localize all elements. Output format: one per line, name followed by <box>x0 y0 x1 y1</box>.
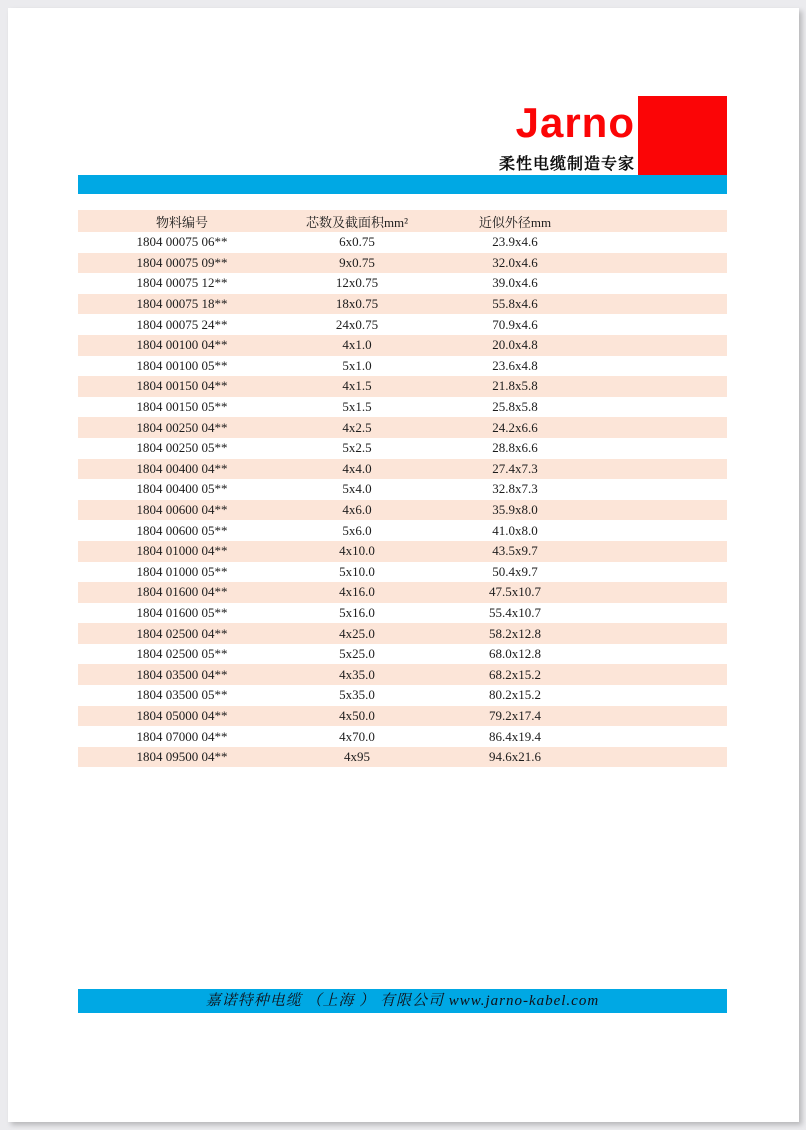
cell-spacer <box>602 459 727 480</box>
cell-material-code: 1804 00075 18** <box>136 296 228 312</box>
cell-spacer <box>602 438 727 459</box>
spec-table-body <box>78 232 727 767</box>
cell-outer-diameter: 24.2x6.6 <box>492 419 538 435</box>
cell-cores-section: 4x70.0 <box>339 728 375 744</box>
cell-material-code: 1804 03500 04** <box>136 666 228 682</box>
cell-spacer <box>602 376 727 397</box>
cell-cores-section: 4x10.0 <box>339 543 375 559</box>
cell-spacer <box>602 726 727 747</box>
cell-outer-diameter: 79.2x17.4 <box>489 707 541 723</box>
column-header-cores-section: 芯数及截面积mm² <box>305 214 409 230</box>
cell-material-code: 1804 00150 04** <box>136 378 228 394</box>
cell-outer-diameter: 47.5x10.7 <box>489 584 541 600</box>
table-row <box>78 747 727 768</box>
cell-cores-section: 4x1.5 <box>342 378 372 394</box>
cell-spacer <box>602 356 727 377</box>
page <box>8 8 799 1122</box>
cell-spacer <box>602 500 727 521</box>
cell-cores-section: 24x0.75 <box>335 316 379 332</box>
cell-spacer <box>602 479 727 500</box>
cell-spacer <box>602 273 727 294</box>
cell-cores-section: 4x16.0 <box>339 584 375 600</box>
cell-outer-diameter: 55.8x4.6 <box>492 296 538 312</box>
cell-outer-diameter: 32.0x4.6 <box>492 254 538 270</box>
footer-bar <box>78 989 727 1013</box>
table-row <box>78 562 727 583</box>
cell-material-code: 1804 05000 04** <box>136 707 228 723</box>
cell-spacer <box>602 603 727 624</box>
cell-spacer <box>602 706 727 727</box>
cell-material-code: 1804 00075 09** <box>136 254 228 270</box>
cell-spacer <box>602 520 727 541</box>
table-row <box>78 397 727 418</box>
cell-cores-section: 5x16.0 <box>339 604 375 620</box>
cell-cores-section: 9x0.75 <box>339 254 375 270</box>
cell-cores-section: 5x25.0 <box>339 646 375 662</box>
table-row <box>78 520 727 541</box>
cell-cores-section: 12x0.75 <box>335 275 379 291</box>
cell-outer-diameter: 70.9x4.6 <box>492 316 538 332</box>
column-header-material-code: 物料编号 <box>155 214 208 230</box>
cell-spacer <box>602 253 727 274</box>
cell-material-code: 1804 00400 05** <box>136 481 228 497</box>
cell-material-code: 1804 00600 05** <box>136 522 228 538</box>
cell-outer-diameter: 27.4x7.3 <box>492 460 538 476</box>
cell-cores-section: 5x1.0 <box>342 357 372 373</box>
cell-material-code: 1804 00075 12** <box>136 275 228 291</box>
cell-cores-section: 4x4.0 <box>342 460 372 476</box>
cell-outer-diameter: 80.2x15.2 <box>489 687 541 703</box>
table-row <box>78 253 727 274</box>
cell-spacer <box>602 747 727 768</box>
cell-cores-section: 4x2.5 <box>342 419 372 435</box>
cell-cores-section: 5x4.0 <box>342 481 372 497</box>
table-row <box>78 500 727 521</box>
cell-spacer <box>602 562 727 583</box>
cell-spacer <box>602 232 727 253</box>
cell-spacer <box>602 294 727 315</box>
cell-material-code: 1804 00075 24** <box>136 316 228 332</box>
cell-cores-section: 4x1.0 <box>342 337 372 353</box>
table-row <box>78 273 727 294</box>
cell-cores-section: 5x1.5 <box>342 399 372 415</box>
table-row <box>78 644 727 665</box>
cell-material-code: 1804 00150 05** <box>136 399 228 415</box>
cell-material-code: 1804 07000 04** <box>136 728 228 744</box>
table-row <box>78 376 727 397</box>
column-header-spacer <box>602 210 727 232</box>
cell-material-code: 1804 03500 05** <box>136 687 228 703</box>
cell-cores-section: 5x10.0 <box>339 563 375 579</box>
cell-material-code: 1804 00075 06** <box>136 234 228 250</box>
table-row <box>78 706 727 727</box>
cell-material-code: 1804 01000 05** <box>136 563 228 579</box>
cell-cores-section: 6x0.75 <box>339 234 375 250</box>
cell-outer-diameter: 35.9x8.0 <box>492 502 538 518</box>
table-row <box>78 438 727 459</box>
cell-outer-diameter: 41.0x8.0 <box>492 522 538 538</box>
cell-cores-section: 4x50.0 <box>339 707 375 723</box>
cell-outer-diameter: 55.4x10.7 <box>489 604 541 620</box>
cell-material-code: 1804 09500 04** <box>136 749 228 765</box>
cell-spacer <box>602 314 727 335</box>
cell-outer-diameter: 86.4x19.4 <box>489 728 541 744</box>
table-row <box>78 232 727 253</box>
table-row <box>78 314 727 335</box>
cell-spacer <box>602 397 727 418</box>
cell-material-code: 1804 01600 04** <box>136 584 228 600</box>
table-row <box>78 541 727 562</box>
cell-material-code: 1804 02500 05** <box>136 646 228 662</box>
table-row <box>78 726 727 747</box>
table-row <box>78 664 727 685</box>
table-row <box>78 623 727 644</box>
table-row <box>78 294 727 315</box>
cell-spacer <box>602 644 727 665</box>
cell-outer-diameter: 68.0x12.8 <box>489 646 541 662</box>
cell-cores-section: 4x6.0 <box>342 502 372 518</box>
cell-cores-section: 4x35.0 <box>339 666 375 682</box>
table-row <box>78 335 727 356</box>
table-row <box>78 685 727 706</box>
cell-cores-section: 4x25.0 <box>339 625 375 641</box>
footer-text: 嘉诺特种电缆 （上海 ） 有限公司 www.jarno-kabel.com <box>205 993 600 1009</box>
cell-outer-diameter: 68.2x15.2 <box>489 666 541 682</box>
brand-logo-text: Jarno <box>515 99 635 146</box>
cell-outer-diameter: 94.6x21.6 <box>489 749 541 765</box>
brand-red-square <box>638 96 727 175</box>
cell-spacer <box>602 685 727 706</box>
cell-spacer <box>602 623 727 644</box>
cell-outer-diameter: 20.0x4.8 <box>492 337 538 353</box>
cell-material-code: 1804 00100 04** <box>136 337 228 353</box>
cell-outer-diameter: 21.8x5.8 <box>492 378 538 394</box>
table-row <box>78 603 727 624</box>
cell-outer-diameter: 39.0x4.6 <box>492 275 538 291</box>
table-row <box>78 459 727 480</box>
cell-cores-section: 18x0.75 <box>335 296 379 312</box>
cell-spacer <box>602 582 727 603</box>
cell-cores-section: 5x2.5 <box>342 440 372 456</box>
cell-material-code: 1804 01600 05** <box>136 604 228 620</box>
spec-table <box>78 210 727 767</box>
cell-outer-diameter: 23.9x4.6 <box>492 234 538 250</box>
cell-material-code: 1804 02500 04** <box>136 625 228 641</box>
cell-outer-diameter: 32.8x7.3 <box>492 481 538 497</box>
cell-outer-diameter: 50.4x9.7 <box>492 563 538 579</box>
cell-spacer <box>602 664 727 685</box>
column-header-outer-diameter: 近似外径mm <box>478 214 552 230</box>
cell-cores-section: 5x35.0 <box>339 687 375 703</box>
brand-tagline: 柔性电缆制造专家 <box>498 156 635 173</box>
cell-cores-section: 5x6.0 <box>342 522 372 538</box>
header-divider-bar <box>78 175 727 194</box>
cell-outer-diameter: 43.5x9.7 <box>492 543 538 559</box>
cell-outer-diameter: 25.8x5.8 <box>492 399 538 415</box>
cell-outer-diameter: 28.8x6.6 <box>492 440 538 456</box>
table-row <box>78 417 727 438</box>
cell-material-code: 1804 00100 05** <box>136 357 228 373</box>
cell-material-code: 1804 00250 05** <box>136 440 228 456</box>
cell-cores-section: 4x95 <box>344 749 370 765</box>
table-row <box>78 479 727 500</box>
table-row <box>78 356 727 377</box>
table-header-row <box>78 210 727 232</box>
cell-spacer <box>602 541 727 562</box>
cell-spacer <box>602 417 727 438</box>
cell-outer-diameter: 23.6x4.8 <box>492 357 538 373</box>
cell-material-code: 1804 00250 04** <box>136 419 228 435</box>
cell-material-code: 1804 00400 04** <box>136 460 228 476</box>
cell-material-code: 1804 01000 04** <box>136 543 228 559</box>
cell-spacer <box>602 335 727 356</box>
cell-outer-diameter: 58.2x12.8 <box>489 625 541 641</box>
cell-material-code: 1804 00600 04** <box>136 502 228 518</box>
table-row <box>78 582 727 603</box>
